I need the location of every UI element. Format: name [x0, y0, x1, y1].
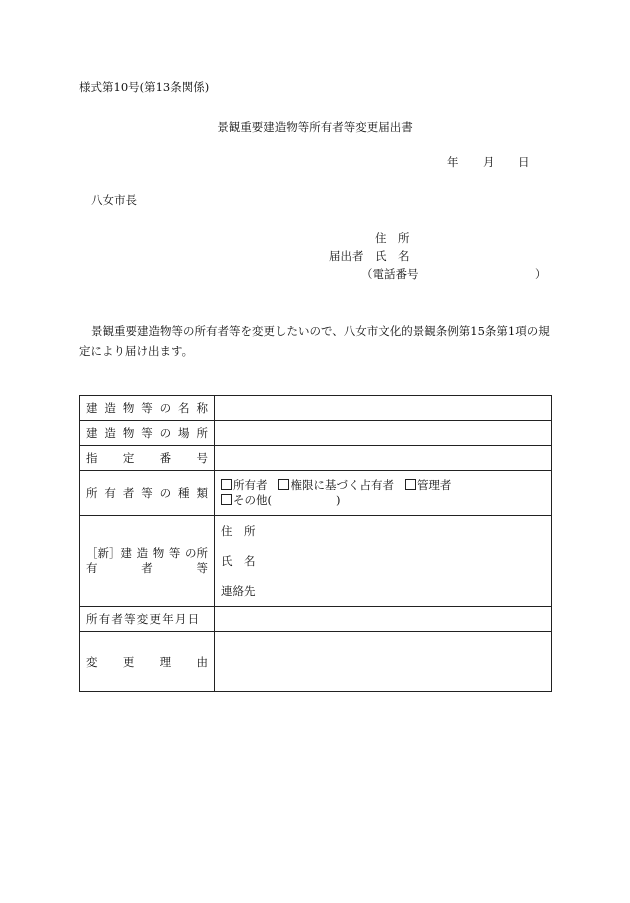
label-building-name — [80, 396, 215, 421]
label-change-date — [80, 607, 215, 632]
label-char: の — [159, 401, 172, 415]
option-owner[interactable] — [221, 478, 268, 492]
label-char: 番 — [159, 451, 172, 465]
label-char: 者 — [122, 486, 135, 500]
field-change-reason[interactable] — [215, 632, 552, 692]
checkbox-icon[interactable] — [221, 494, 232, 505]
option-authorized-occupant[interactable] — [278, 478, 394, 492]
table-row — [80, 446, 552, 471]
label-char: の — [159, 426, 172, 440]
option-other[interactable] — [221, 493, 272, 507]
label-char: 有 — [86, 561, 98, 575]
label-char: 物 — [122, 401, 135, 415]
option-other-label: その他( — [233, 493, 272, 507]
label-designation-number — [80, 446, 215, 471]
label-char: 有 — [104, 486, 116, 500]
label-char: 造 — [104, 401, 116, 415]
option-other-close: ) — [336, 493, 341, 507]
label-building-location — [80, 421, 215, 446]
table-row — [80, 396, 552, 421]
label-char: 物 — [152, 546, 165, 560]
label-char: 類 — [196, 486, 208, 500]
registration-table — [79, 395, 552, 692]
table-row — [80, 421, 552, 446]
checkbox-icon[interactable] — [221, 479, 232, 490]
label-owner-type — [80, 471, 215, 516]
label-char: 等 — [141, 426, 153, 440]
addressee: 八女市長 — [91, 193, 137, 207]
label-char: の — [159, 486, 172, 500]
applicant-name-label: 氏 名 — [375, 249, 410, 263]
label-char: 理 — [159, 654, 172, 669]
field-new-owner — [215, 516, 552, 607]
new-owner-address[interactable]: 住 所 — [221, 524, 256, 538]
option-manager[interactable] — [405, 478, 452, 492]
label-char: 等 — [168, 546, 181, 560]
label-char: 物 — [122, 426, 135, 440]
label-char: 名 — [178, 401, 190, 415]
field-building-name[interactable] — [215, 396, 552, 421]
label-char: 所 — [196, 426, 208, 440]
label-char: 等 — [141, 486, 153, 500]
label-char: 指 — [86, 451, 98, 465]
date-day-label: 日 — [518, 155, 530, 169]
label-change-date-text: 所有者等変更年月日 — [86, 612, 201, 626]
table-row — [80, 471, 552, 516]
option-owner-label: 所有者 — [233, 478, 268, 492]
label-char: の所 — [185, 546, 208, 560]
table-row — [80, 607, 552, 632]
date-month-label: 月 — [483, 155, 495, 169]
checkbox-icon[interactable] — [405, 479, 416, 490]
applicant-address-label: 住 所 — [375, 231, 410, 245]
label-char: 建 — [86, 401, 98, 415]
label-char: 等 — [141, 401, 153, 415]
label-char: 所 — [86, 486, 98, 500]
label-char: 造 — [136, 546, 149, 560]
document-title: 景観重要建造物等所有者等変更届出書 — [217, 120, 413, 134]
date-year-label: 年 — [447, 155, 459, 169]
label-char: 造 — [104, 426, 116, 440]
new-owner-contact[interactable]: 連絡先 — [221, 584, 256, 598]
label-new-owner — [80, 516, 215, 607]
label-char: 変 — [86, 654, 98, 669]
new-owner-name[interactable]: 氏 名 — [221, 554, 256, 568]
table-row — [80, 632, 552, 692]
label-char: 者 — [141, 561, 153, 575]
checkbox-icon[interactable] — [278, 479, 289, 490]
label-char: 由 — [196, 654, 208, 669]
field-building-location[interactable] — [215, 421, 552, 446]
applicant-role-label: 届出者 — [329, 249, 364, 263]
option-authorized-label: 権限に基づく占有者 — [290, 478, 394, 492]
applicant-phone-label: （電話番号 — [361, 267, 419, 281]
applicant-phone-close: ） — [535, 267, 547, 281]
body-text: 景観重要建造物等の所有者等を変更したいので、八女市文化的景観条例第15条第1項の規定により届け出ます。 — [79, 324, 550, 358]
label-char: 種 — [178, 486, 190, 500]
field-designation-number[interactable] — [215, 446, 552, 471]
label-char: 称 — [196, 401, 208, 415]
label-char: 定 — [122, 451, 135, 465]
label-change-reason — [80, 632, 215, 692]
field-change-date[interactable] — [215, 607, 552, 632]
option-manager-label: 管理者 — [416, 478, 452, 492]
label-char: 建 — [86, 426, 98, 440]
label-char: 更 — [122, 654, 135, 669]
label-char: 場 — [178, 426, 190, 440]
field-owner-type — [215, 471, 552, 516]
table-row — [80, 516, 552, 607]
label-char: ［新］建 — [86, 546, 132, 560]
label-char: 号 — [196, 451, 208, 465]
form-number: 様式第10号(第13条関係) — [79, 80, 210, 94]
label-char: 等 — [196, 561, 208, 575]
